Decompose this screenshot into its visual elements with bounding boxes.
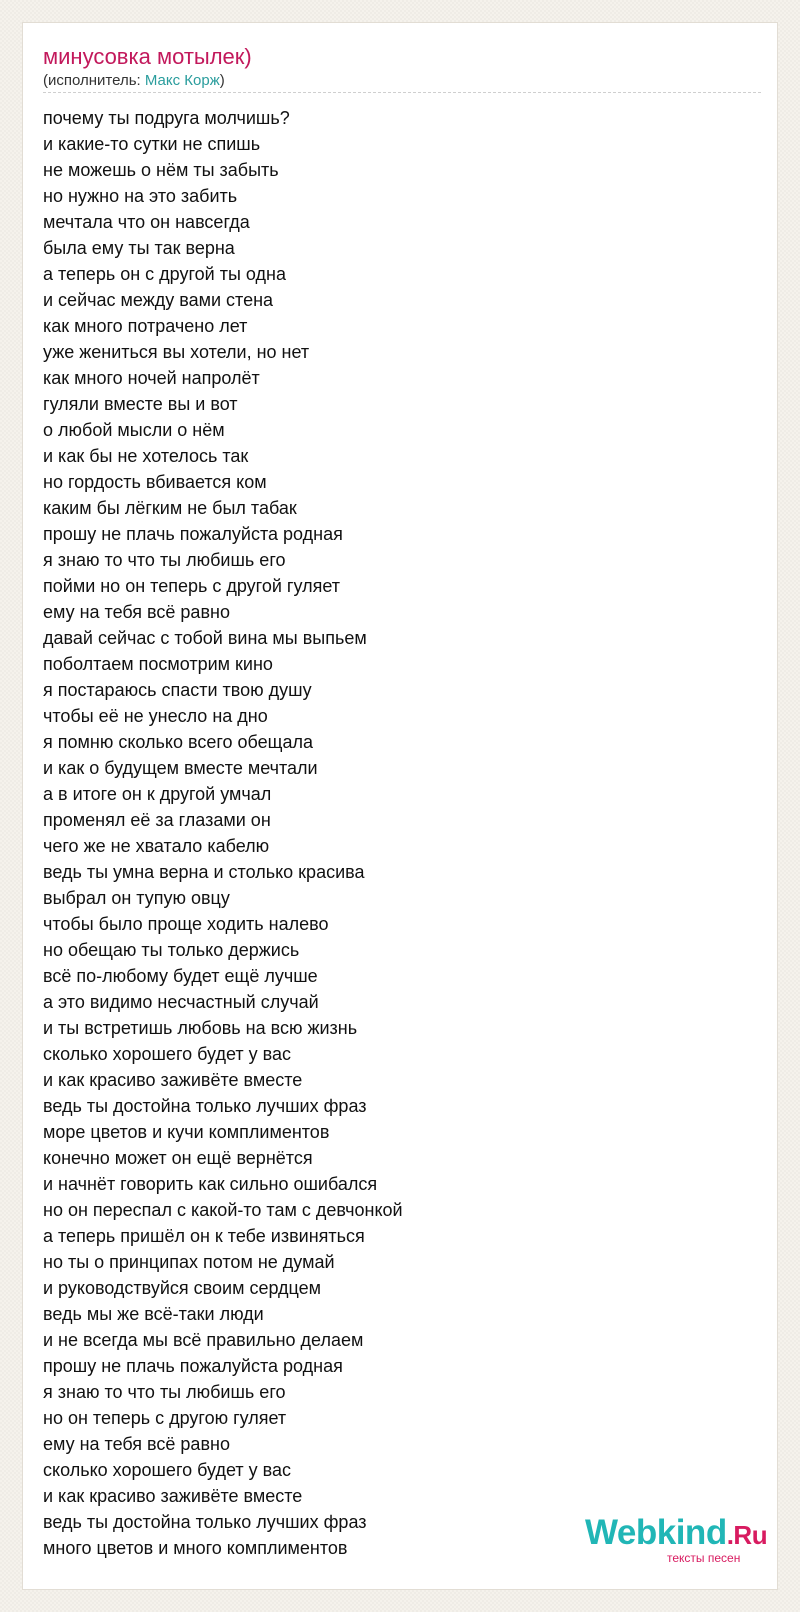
lyric-line: и как красиво заживёте вместе: [43, 1486, 303, 1506]
lyric-line: море цветов и кучи комплиментов: [43, 1122, 330, 1142]
logo-name: Webkind: [585, 1513, 727, 1552]
lyric-line: и начнёт говорить как сильно ошибался: [43, 1174, 378, 1194]
lyric-line: как много ночей напролёт: [43, 368, 260, 388]
lyric-line: прошу не плачь пожалуйста родная: [43, 1356, 343, 1376]
lyric-line: прошу не плачь пожалуйста родная: [43, 524, 343, 544]
lyric-line: была ему ты так верна: [43, 238, 235, 258]
lyric-line: чего же не хватало кабелю: [43, 836, 270, 856]
lyric-line: всё по-любому будет ещё лучше: [43, 966, 318, 986]
lyric-line: а теперь пришёл он к тебе извиняться: [43, 1226, 365, 1246]
artist-link[interactable]: Макс Корж: [144, 72, 220, 89]
lyric-line: я помню сколько всего обещала: [43, 732, 313, 752]
lyric-line: сколько хорошего будет у вас: [43, 1460, 291, 1480]
lyric-line: и руководствуйся своим сердцем: [43, 1278, 322, 1298]
lyric-line: а теперь он с другой ты одна: [43, 264, 286, 284]
lyric-line: но гордость вбивается ком: [43, 472, 267, 492]
lyric-line: ведь ты достойна только лучших фраз: [43, 1096, 367, 1116]
lyric-line: а в итоге он к другой умчал: [43, 784, 272, 804]
lyric-line: променял её за глазами он: [43, 810, 271, 830]
webkind-logo[interactable]: [585, 1513, 785, 1583]
lyric-line: а это видимо несчастный случай: [43, 992, 319, 1012]
lyric-line: и не всегда мы всё правильно делаем: [43, 1330, 364, 1350]
lyric-line: поболтаем посмотрим кино: [43, 654, 273, 674]
performer-prefix: (исполнитель:: [43, 72, 145, 89]
lyric-line: конечно может он ещё вернётся: [43, 1148, 313, 1168]
lyric-line: выбрал он тупую овцу: [43, 888, 230, 908]
lyrics-card: [22, 22, 778, 1590]
lyric-line: сколько хорошего будет у вас: [43, 1044, 291, 1064]
lyric-line: и какие-то сутки не спишь: [43, 134, 261, 154]
lyric-line: давай сейчас с тобой вина мы выпьем: [43, 628, 367, 648]
lyrics-text: [43, 105, 403, 1561]
lyric-line: и сейчас между вами стена: [43, 290, 274, 310]
lyric-line: ведь ты умна верна и столько красива: [43, 862, 365, 882]
lyric-line: чтобы её не унесло на дно: [43, 706, 268, 726]
lyric-line: мечтала что он навсегда: [43, 212, 250, 232]
lyric-line: я постараюсь спасти твою душу: [43, 680, 312, 700]
lyric-line: не можешь о нём ты забыть: [43, 160, 279, 180]
lyric-line: чтобы было проще ходить налево: [43, 914, 329, 934]
performer-line: [43, 72, 225, 90]
lyric-line: о любой мысли о нём: [43, 420, 225, 440]
lyric-line: ему на тебя всё равно: [43, 1434, 230, 1454]
lyric-line: я знаю то что ты любишь его: [43, 1382, 286, 1402]
lyric-line: и как красиво заживёте вместе: [43, 1070, 303, 1090]
lyric-line: как много потрачено лет: [43, 316, 248, 336]
lyric-line: ведь ты достойна только лучших фраз: [43, 1512, 367, 1532]
lyric-line: гуляли вместе вы и вот: [43, 394, 238, 414]
lyric-line: я знаю то что ты любишь его: [43, 550, 286, 570]
logo-tld: .Ru: [726, 1520, 768, 1550]
lyric-line: ведь мы же всё-таки люди: [43, 1304, 264, 1324]
lyric-line: ему на тебя всё равно: [43, 602, 230, 622]
lyric-line: но нужно на это забить: [43, 186, 238, 206]
lyric-line: но он теперь с другою гуляет: [43, 1408, 287, 1428]
lyric-line: но ты о принципах потом не думай: [43, 1252, 335, 1272]
lyric-line: и ты встретишь любовь на всю жизнь: [43, 1018, 358, 1038]
dashed-divider: [43, 92, 761, 93]
lyric-line: уже жениться вы хотели, но нет: [43, 342, 310, 362]
lyric-line: почему ты подруга молчишь?: [43, 108, 290, 128]
performer-suffix: ): [219, 72, 225, 89]
lyric-line: много цветов и много комплиментов: [43, 1538, 348, 1558]
lyric-line: и как бы не хотелось так: [43, 446, 249, 466]
song-title: минусовка мотылек): [43, 44, 252, 69]
lyric-line: пойми но он теперь с другой гуляет: [43, 576, 340, 596]
lyric-line: и как о будущем вместе мечтали: [43, 758, 318, 778]
logo-wordmark: [585, 1513, 767, 1555]
logo-tagline: тексты песен: [667, 1551, 741, 1565]
lyric-line: но обещаю ты только держись: [43, 940, 300, 960]
lyric-line: каким бы лёгким не был табак: [43, 498, 297, 518]
lyric-line: но он переспал с какой-то там с девчонкой: [43, 1200, 403, 1220]
